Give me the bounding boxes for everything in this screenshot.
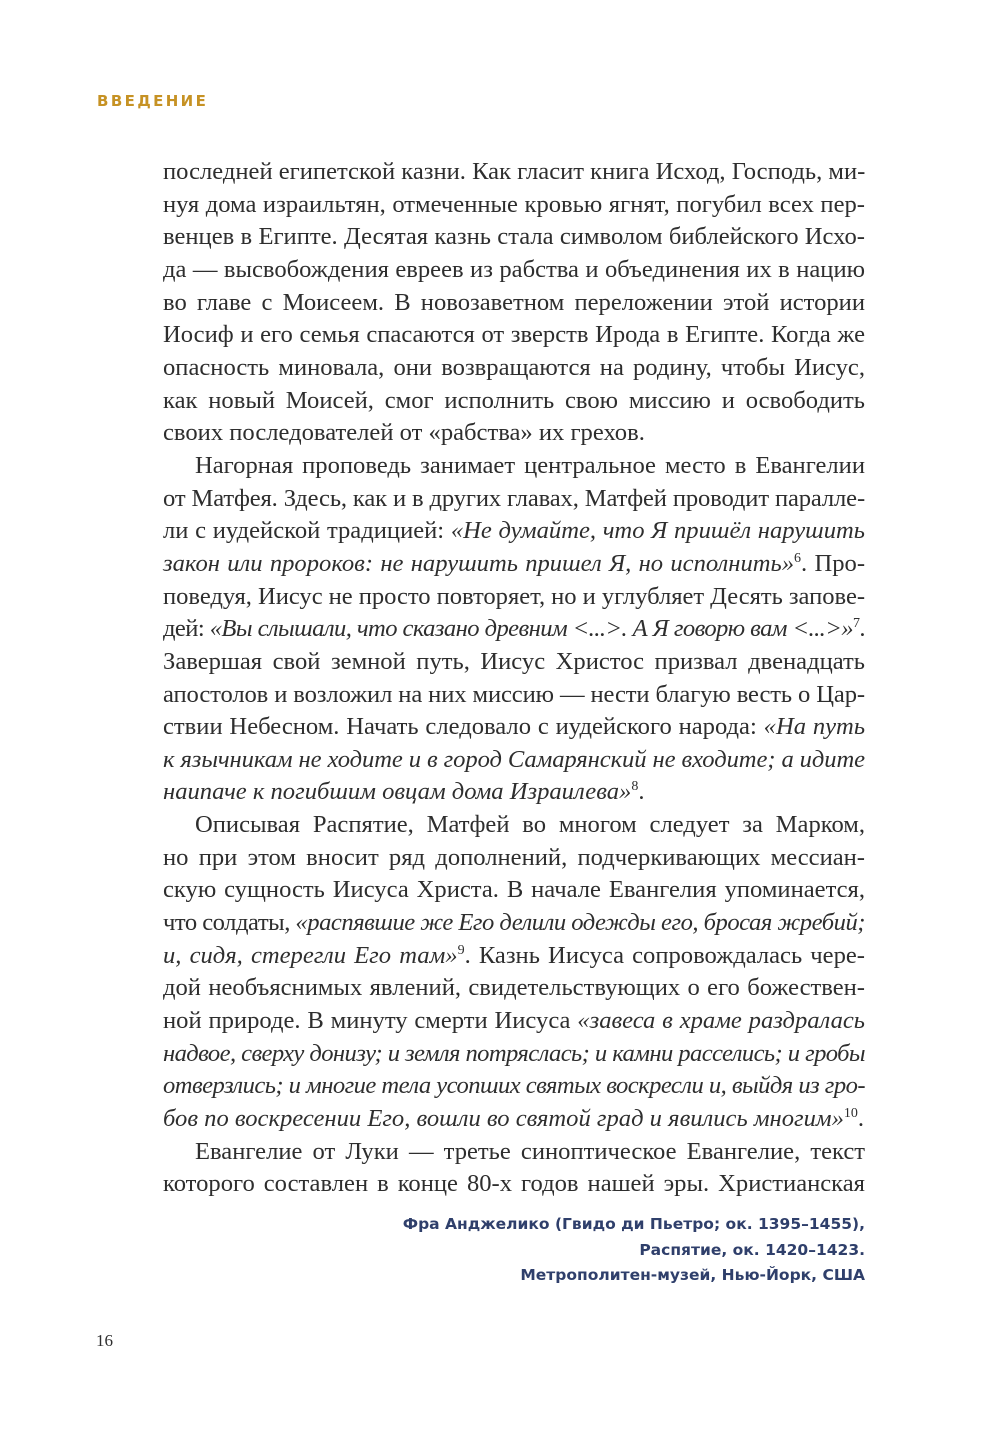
text-run: . Казнь Иисуса сопровождалась чере- bbox=[464, 941, 865, 969]
text-line bbox=[163, 515, 865, 548]
text-line: апостолов и возложил на них миссию — нести благую весть о Цар- bbox=[163, 680, 865, 708]
footnote-ref: 10 bbox=[843, 1106, 858, 1122]
text-line: Иосиф и его семья спасаются от зверств Ирода в Египте. Когда же bbox=[163, 321, 865, 349]
paragraph-3 bbox=[163, 809, 865, 1136]
text-line bbox=[163, 1070, 865, 1103]
text-run: дей: bbox=[163, 615, 210, 643]
text-line bbox=[163, 548, 865, 581]
text-line: которого составлен в конце 80-х годов нашей эры. Христианская bbox=[163, 1170, 865, 1198]
text-line: дой необъяснимых явлений, свидетельствующих о его божествен- bbox=[163, 974, 865, 1002]
footnote-ref: 6 bbox=[794, 550, 802, 566]
footnote-ref: 8 bbox=[631, 779, 639, 795]
quote-text: к язычникам не ходите и в город Самарянский не входите; а идите bbox=[163, 745, 865, 773]
paragraph-2 bbox=[163, 450, 865, 809]
text-line: скую сущность Иисуса Христа. В начале Евангелия упоминается, bbox=[163, 876, 865, 904]
quote-text: «На путь bbox=[763, 713, 866, 741]
text-line: поведуя, Иисус не просто повторяет, но и углубляет Десять запове- bbox=[163, 582, 865, 610]
text-line: Нагорная проповедь занимает центральное место в Евангелии bbox=[195, 451, 865, 479]
text-line: Завершая свой земной путь, Иисус Христос призвал двенадцать bbox=[163, 647, 865, 675]
image-caption bbox=[403, 1212, 865, 1289]
page-number: 16 bbox=[96, 1331, 113, 1350]
text-line bbox=[163, 776, 865, 809]
main-text bbox=[163, 156, 865, 1201]
text-line bbox=[163, 940, 865, 973]
quote-text: закон или пророков: не нарушить пришел Я, но исполнить» bbox=[163, 549, 795, 577]
text-run: что солдаты, bbox=[163, 909, 296, 937]
quote-text: отверзлись; и многие тела усопших святых воскресли и, выйдя из гро- bbox=[163, 1072, 865, 1100]
quote-text: бов по воскресении Его, вошли во святой град и явились многим» bbox=[163, 1105, 844, 1133]
quote-text: «распявшие же Его делили одежды его, бросая жребий; bbox=[295, 909, 865, 937]
text-line: своих последователей от «рабства» их грехов. bbox=[163, 419, 645, 447]
text-line: как новый Моисей, смог исполнить свою миссию и освободить bbox=[163, 386, 865, 414]
quote-text: надвое, сверху донизу; и земля потряслась; и камни расселись; и гробы bbox=[163, 1039, 865, 1067]
paragraph-1 bbox=[163, 156, 865, 450]
quote-text: наипаче к погибшим овцам дома Израилева» bbox=[163, 778, 632, 806]
text-line: опасность миновала, они возвращаются на родину, чтобы Иисус, bbox=[163, 353, 865, 381]
quote-text: «Не думайте, что Я пришёл нарушить bbox=[450, 517, 865, 545]
text-line: нуя дома израильтян, отмеченные кровью ягнят, погубил всех пер- bbox=[163, 190, 865, 218]
footnote-ref: 7 bbox=[852, 616, 860, 632]
quote-text: «завеса в храме раздралась bbox=[577, 1007, 865, 1035]
caption-line: Метрополитен-музей, Нью-Йорк, США bbox=[520, 1266, 865, 1284]
text-line bbox=[163, 907, 865, 940]
text-line: но при этом вносит ряд дополнений, подчеркивающих мессиан- bbox=[163, 843, 865, 871]
text-line: да — высвобождения евреев из рабства и объединения их в нацию bbox=[163, 255, 865, 283]
text-line bbox=[163, 1103, 865, 1136]
text-run: . bbox=[638, 778, 645, 806]
text-line bbox=[163, 613, 865, 646]
text-line bbox=[163, 1005, 865, 1038]
footnote-ref: 9 bbox=[457, 942, 465, 958]
text-run: . bbox=[859, 615, 865, 643]
text-run: . Про- bbox=[801, 549, 866, 577]
caption-line: Распятие, ок. 1420–1423. bbox=[639, 1240, 865, 1259]
running-head: ВВЕДЕНИЕ bbox=[97, 92, 209, 110]
text-run: . bbox=[857, 1105, 865, 1133]
text-line: от Матфея. Здесь, как и в других главах, Матфей проводит паралле- bbox=[163, 484, 865, 512]
text-line: во главе с Моисеем. В новозаветном переложении этой истории bbox=[163, 288, 865, 316]
text-line: венцев в Египте. Десятая казнь стала символом библейского Исхо- bbox=[163, 223, 865, 251]
text-line: Описывая Распятие, Матфей во многом следует за Марком, bbox=[195, 811, 865, 839]
quote-text: «Вы слышали, что сказано древним <...>. А Я говорю вам <...>» bbox=[209, 615, 853, 643]
text-line bbox=[163, 744, 865, 777]
text-line bbox=[163, 711, 865, 744]
text-line bbox=[163, 1038, 865, 1071]
text-run: ной природе. В минуту смерти Иисуса bbox=[163, 1007, 578, 1035]
text-run: ли с иудейской традицией: bbox=[163, 517, 451, 545]
caption-line: Фра Анджелико (Гвидо ди Пьетро; ок. 1395–1455), bbox=[402, 1215, 865, 1233]
text-line: последней египетской казни. Как гласит книга Исход, Господь, ми- bbox=[163, 158, 866, 185]
paragraph-4 bbox=[163, 1136, 865, 1201]
text-run: ствии Небесном. Начать следовало с иудейского народа: bbox=[163, 713, 764, 741]
quote-text: и, сидя, стерегли Его там» bbox=[163, 941, 458, 969]
text-line: Евангелие от Луки — третье синоптическое Евангелие, текст bbox=[195, 1137, 865, 1165]
